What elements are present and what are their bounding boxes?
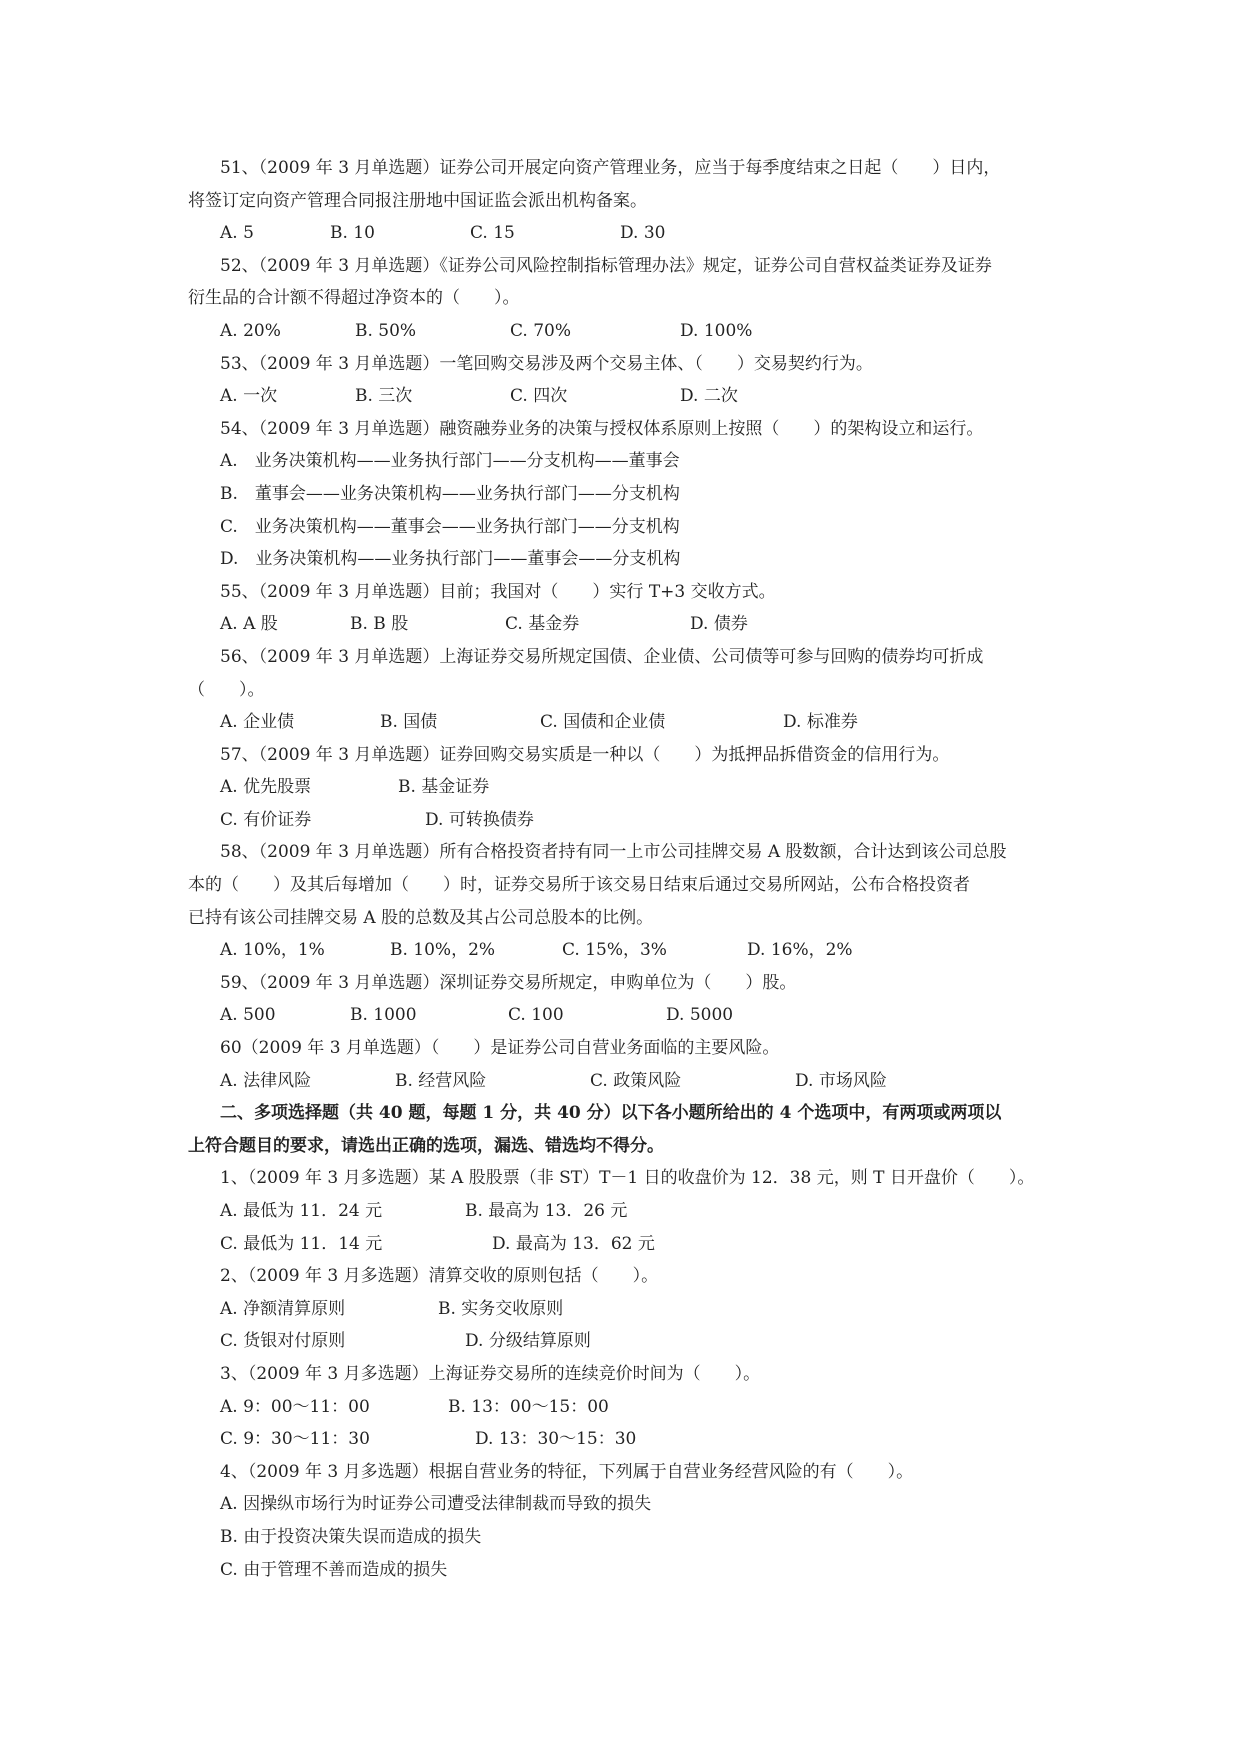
option-b: B. 1000 [350, 1005, 417, 1026]
option-d: D. 分级结算原则 [465, 1331, 591, 1352]
option-d: D. 可转换债券 [425, 809, 534, 830]
options-row [188, 1195, 1060, 1228]
question-text: 本的（ ）及其后每增加（ ）时，证券交易所于该交易日结束后通过交易所网站，公布合格投资者 [188, 875, 970, 896]
option-a: A. 净额清算原则 [220, 1298, 346, 1319]
question-text: 60（2009 年 3 月单选题）（ ）是证券公司自营业务面临的主要风险。 [220, 1038, 780, 1059]
question-text: 56、（2009 年 3 月单选题）上海证券交易所规定国债、企业债、公司债等可参与回购的债券均可折成 [220, 646, 984, 667]
question-55 [188, 576, 1060, 641]
question-text: 4、（2009 年 3 月多选题）根据自营业务的特征，下列属于自营业务经营风险的有（ ）。 [220, 1461, 914, 1482]
option-a: A. 法律风险 [220, 1070, 312, 1091]
option-c: C. 15 [470, 223, 515, 244]
options-row [188, 608, 1060, 641]
options-row [188, 511, 1060, 544]
option-b: B. 13：00～15：00 [448, 1396, 609, 1417]
question-text: 59、（2009 年 3 月单选题）深圳证券交易所规定，申购单位为（ ）股。 [220, 972, 797, 993]
option-d: D. 最高为 13．62 元 [492, 1233, 655, 1254]
option-a: A. 9：00～11：00 [220, 1396, 370, 1417]
options-row [188, 1293, 1060, 1326]
option-c: C. 有价证券 [220, 809, 312, 830]
options-row [188, 445, 1060, 478]
question-multi-4 [188, 1456, 1060, 1586]
question-text: 衍生品的合计额不得超过净资本的（ ）。 [188, 288, 520, 309]
options-row [188, 1488, 1060, 1521]
option-a: A. 最低为 11．24 元 [220, 1201, 383, 1221]
option-a: A. 10%，1% [220, 940, 325, 961]
options-row [188, 706, 1060, 739]
option-c: C. 70% [510, 320, 571, 341]
option-d: D. 100% [680, 320, 753, 341]
option-a: A. 业务决策机构——业务执行部门——分支机构——董事会 [220, 451, 680, 472]
question-56 [188, 641, 1060, 739]
question-text: 58、（2009 年 3 月单选题）所有合格投资者持有同一上市公司挂牌交易 A 股数额，合计达到该公司总股 [220, 842, 1007, 863]
question-text: 将签订定向资产管理合同报注册地中国证监会派出机构备案。 [188, 190, 647, 211]
option-c: C. 15%，3% [562, 940, 667, 961]
question-text: 2、（2009 年 3 月多选题）清算交收的原则包括（ ）。 [220, 1266, 659, 1287]
options-row [188, 1391, 1060, 1424]
options-row [188, 999, 1060, 1032]
options-row [188, 1554, 1060, 1587]
option-b: B. 董事会——业务决策机构——业务执行部门——分支机构 [220, 483, 680, 504]
option-d: D. 30 [620, 223, 666, 244]
question-58 [188, 836, 1060, 966]
option-c: C. 9：30～11：30 [220, 1429, 370, 1450]
option-c: C. 业务决策机构——董事会——业务执行部门——分支机构 [220, 516, 680, 537]
option-d: D. 二次 [680, 386, 738, 407]
option-d: D. 债券 [690, 614, 748, 635]
option-b: B. 50% [355, 320, 417, 341]
options-row [188, 934, 1060, 967]
option-b: B. 国债 [380, 712, 438, 733]
question-57 [188, 739, 1060, 837]
option-a: A. 一次 [220, 386, 278, 407]
option-c: C. 100 [508, 1005, 564, 1026]
option-b: B. B 股 [350, 614, 409, 635]
option-c: C. 货银对付原则 [220, 1331, 346, 1352]
options-row [188, 543, 1060, 576]
option-a: A. A 股 [220, 614, 278, 635]
option-c: C. 由于管理不善而造成的损失 [220, 1559, 448, 1580]
option-a: A. 因操纵市场行为时证券公司遭受法律制裁而导致的损失 [220, 1494, 652, 1515]
question-text: 57、（2009 年 3 月单选题）证券回购交易实质是一种以（ ）为抵押品拆借资金的信用行为。 [220, 744, 950, 765]
question-text: 51、（2009 年 3 月单选题）证券公司开展定向资产管理业务，应当于每季度结束之日起（ ）日内， [220, 158, 1001, 178]
option-a: A. 企业债 [220, 712, 295, 733]
options-row [188, 478, 1060, 511]
option-b: B. 由于投资决策失误而造成的损失 [220, 1526, 482, 1547]
question-52 [188, 250, 1060, 348]
option-b: B. 基金证券 [398, 777, 490, 798]
document-content [188, 152, 1060, 1586]
option-a: A. 5 [220, 223, 254, 244]
options-row [188, 804, 1060, 837]
option-d: D. 16%，2% [747, 940, 853, 961]
option-b: B. 三次 [355, 386, 413, 407]
question-multi-2 [188, 1260, 1060, 1358]
question-51 [188, 152, 1060, 250]
option-b: B. 实务交收原则 [438, 1298, 564, 1319]
options-row [188, 1228, 1060, 1261]
option-d: D. 5000 [666, 1005, 734, 1026]
options-row [188, 315, 1060, 348]
options-row [188, 380, 1060, 413]
options-row [188, 1423, 1060, 1456]
question-60 [188, 1032, 1060, 1097]
options-row [188, 217, 1060, 250]
question-multi-1 [188, 1162, 1060, 1260]
option-b: B. 10%，2% [390, 940, 496, 961]
section-heading-text: 上符合题目的要求，请选出正确的选项，漏选、错选均不得分。 [188, 1135, 664, 1156]
option-c: C. 国债和企业债 [540, 712, 666, 733]
section-heading-text: 二、多项选择题（共 40 题，每题 1 分，共 40 分）以下各小题所给出的 4 个选项中，有两项或两项以 [220, 1103, 1002, 1124]
option-c: C. 四次 [510, 386, 568, 407]
section-heading [188, 1097, 1060, 1162]
options-row [188, 771, 1060, 804]
option-d: D. 标准券 [783, 712, 858, 733]
question-multi-3 [188, 1358, 1060, 1456]
question-59 [188, 967, 1060, 1032]
question-text: 1、（2009 年 3 月多选题）某 A 股股票（非 ST）T－1 日的收盘价为 12．38 元，则 T 日开盘价（ ）。 [220, 1168, 1035, 1189]
question-text: 52、（2009 年 3 月单选题）《证券公司风险控制指标管理办法》规定，证券公司自营权益类证券及证券 [220, 255, 992, 276]
question-text: 已持有该公司挂牌交易 A 股的总数及其占公司总股本的比例。 [188, 907, 654, 928]
option-d: D. 业务决策机构——业务执行部门——董事会——分支机构 [220, 549, 681, 570]
option-d: D. 13：30～15：30 [475, 1429, 637, 1450]
option-c: C. 最低为 11．14 元 [220, 1233, 383, 1254]
question-54 [188, 413, 1060, 576]
option-a: A. 20% [220, 320, 281, 341]
question-text: 54、（2009 年 3 月单选题）融资融券业务的决策与授权体系原则上按照（ ）的架构设立和运行。 [220, 418, 984, 439]
question-text: 53、（2009 年 3 月单选题）一笔回购交易涉及两个交易主体、（ ）交易契约行为。 [220, 353, 873, 374]
question-53 [188, 348, 1060, 413]
options-row [188, 1325, 1060, 1358]
question-text: （ ）。 [188, 679, 265, 700]
option-d: D. 市场风险 [795, 1070, 887, 1091]
question-text: 3、（2009 年 3 月多选题）上海证券交易所的连续竞价时间为（ ）。 [220, 1363, 761, 1384]
options-row [188, 1065, 1060, 1098]
option-c: C. 基金券 [505, 614, 580, 635]
option-b: B. 最高为 13．26 元 [465, 1201, 628, 1221]
option-b: B. 经营风险 [395, 1070, 487, 1091]
option-c: C. 政策风险 [590, 1070, 682, 1091]
question-text: 55、（2009 年 3 月单选题）目前；我国对（ ）实行 T+3 交收方式。 [220, 581, 776, 602]
option-a: A. 优先股票 [220, 777, 312, 798]
option-a: A. 500 [220, 1005, 276, 1026]
options-row [188, 1521, 1060, 1554]
option-b: B. 10 [330, 223, 375, 244]
